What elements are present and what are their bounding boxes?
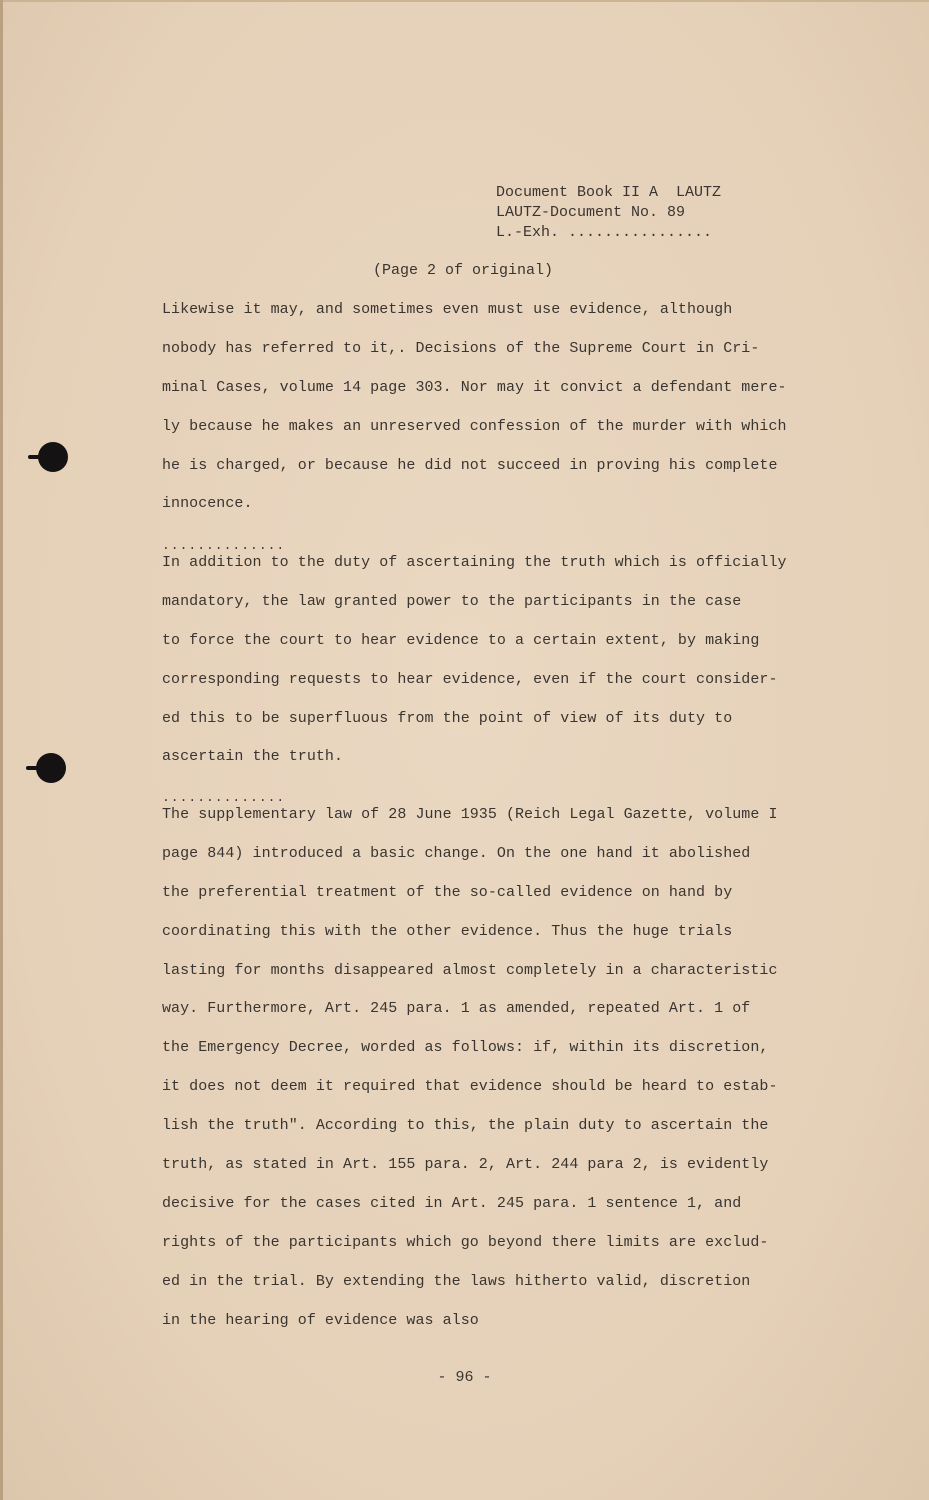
text-line: the Emergency Decree, worded as follows: if, within its discretion,	[162, 1039, 769, 1057]
page-of-original: (Page 2 of original)	[373, 262, 554, 279]
text-line: way. Furthermore, Art. 245 para. 1 as amended, repeated Art. 1 of	[162, 1000, 751, 1018]
text-line: ed this to be superfluous from the point of view of its duty to	[162, 709, 733, 727]
text-line: rights of the participants which go beyond there limits are exclud-	[162, 1233, 769, 1251]
paragraph-leader: ..............	[162, 538, 286, 553]
punch-hole-icon	[36, 753, 66, 783]
text-line: ascertain the truth.	[162, 748, 344, 766]
paragraph-leader: ..............	[162, 790, 286, 805]
paper-edge-left	[0, 0, 3, 1500]
text-line: lish the truth". According to this, the plain duty to ascertain the	[162, 1117, 769, 1135]
text-line: decisive for the cases cited in Art. 245 para. 1 sentence 1, and	[162, 1194, 742, 1212]
header-exhibit: L.-Exh. ................	[496, 224, 713, 241]
text-line: ed in the trial. By extending the laws hitherto valid, discretion	[162, 1272, 751, 1290]
page-number: - 96 -	[437, 1369, 492, 1386]
paragraph-1	[162, 300, 842, 533]
text-line: lasting for months disappeared almost completely in a characteristic	[162, 961, 778, 979]
text-line: The supplementary law of 28 June 1935 (Reich Legal Gazette, volume I	[162, 806, 778, 823]
text-line: mandatory, the law granted power to the participants in the case	[162, 592, 742, 610]
text-line: nobody has referred to it,. Decisions of the Supreme Court in Cri-	[162, 339, 760, 357]
text-line: page 844) introduced a basic change. On the one hand it abolished	[162, 844, 751, 862]
text-line: the preferential treatment of the so-called evidence on hand by	[162, 883, 733, 901]
text-line: corresponding requests to hear evidence, even if the court consider-	[162, 670, 778, 688]
text-line: in the hearing of evidence was also	[162, 1311, 479, 1329]
text-line: he is charged, or because he did not succeed in proving his complete	[162, 456, 778, 474]
text-line: In addition to the duty of ascertaining the truth which is officially	[162, 554, 787, 571]
text-line: to force the court to hear evidence to a certain extent, by making	[162, 631, 760, 649]
document-header	[496, 183, 721, 243]
paper-edge-top	[0, 0, 929, 2]
header-document-book: Document Book II A LAUTZ	[496, 184, 722, 201]
text-line: truth, as stated in Art. 155 para. 2, Art. 244 para 2, is evidently	[162, 1156, 769, 1174]
text-line: it does not deem it required that evidence should be heard to estab-	[162, 1078, 778, 1096]
paragraph-3	[162, 805, 842, 1349]
text-line: coordinating this with the other evidence. Thus the huge trials	[162, 922, 733, 940]
text-line: Likewise it may, and sometimes even must use evidence, although	[162, 301, 733, 318]
punch-hole-icon	[38, 442, 68, 472]
text-line: minal Cases, volume 14 page 303. Nor may it convict a defendant mere-	[162, 378, 787, 396]
text-line: innocence.	[162, 495, 253, 513]
header-document-number: LAUTZ-Document No. 89	[496, 204, 686, 221]
paragraph-2	[162, 553, 842, 786]
text-line: ly because he makes an unreserved confession of the murder with which	[162, 417, 787, 435]
